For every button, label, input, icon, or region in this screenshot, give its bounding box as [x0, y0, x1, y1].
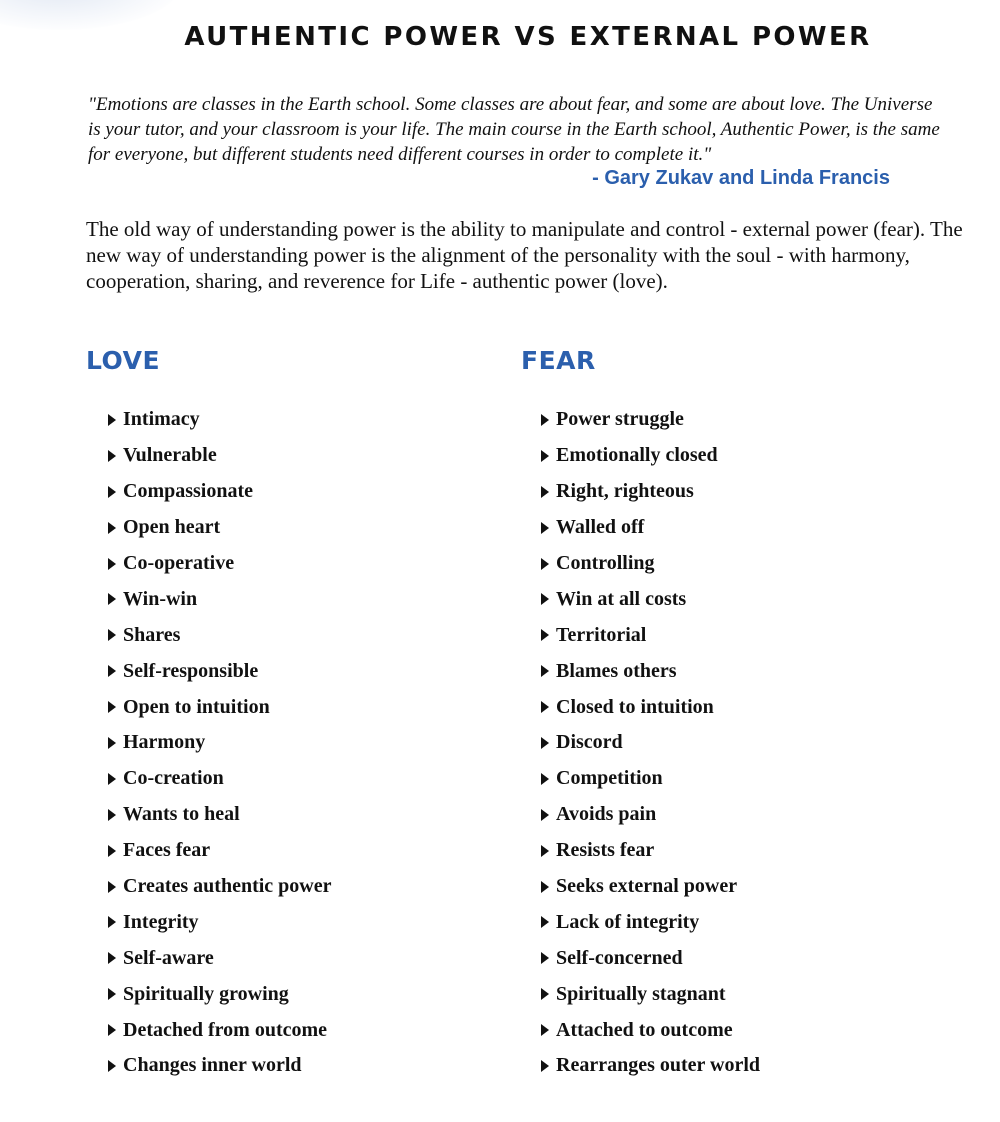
triangle-right-icon: [108, 486, 116, 498]
fear-list-item: [541, 1012, 760, 1048]
fear-item-label: Controlling: [556, 552, 655, 574]
triangle-right-icon: [108, 773, 116, 785]
triangle-right-icon: [541, 952, 549, 964]
triangle-right-icon: [108, 952, 116, 964]
fear-item-label: Spiritually stagnant: [556, 982, 726, 1005]
love-list-item: [108, 474, 331, 510]
love-list-item: [108, 869, 331, 905]
triangle-right-icon: [108, 629, 116, 641]
triangle-right-icon: [108, 593, 116, 605]
love-item-label: Vulnerable: [123, 444, 217, 467]
triangle-right-icon: [541, 522, 549, 534]
triangle-right-icon: [541, 809, 549, 821]
love-list-item: [108, 617, 331, 653]
triangle-right-icon: [541, 629, 549, 641]
love-item-label: Integrity: [123, 910, 199, 933]
fear-item-label: Closed to intuition: [556, 695, 714, 718]
fear-list-item: [541, 904, 760, 940]
triangle-right-icon: [108, 1060, 116, 1072]
fear-item-label: Lack of integrity: [556, 910, 700, 933]
love-list-item: [108, 689, 331, 725]
triangle-right-icon: [108, 665, 116, 677]
fear-list-item: [541, 725, 760, 761]
love-item-label: Changes inner world: [123, 1054, 302, 1077]
fear-list-item: [541, 402, 760, 438]
fear-list-item: [541, 1048, 760, 1084]
triangle-right-icon: [108, 450, 116, 462]
fear-list-item: [541, 546, 760, 582]
triangle-right-icon: [541, 665, 549, 677]
love-heading: LOVE: [86, 346, 161, 375]
fear-heading: FEAR: [521, 346, 596, 375]
love-item-label: Spiritually growing: [123, 982, 289, 1005]
quote-text: "Emotions are classes in the Earth school. Some classes are about fear, and some are about love. The Universe is your tutor, and your classroom is your life. The main course in the Earth school, Authentic Power, is the same for everyone, but different students need different courses in order to complete it.": [88, 94, 940, 165]
fear-list-item: [541, 474, 760, 510]
triangle-right-icon: [108, 988, 116, 1000]
love-item-label: Open to intuition: [123, 695, 270, 718]
triangle-right-icon: [108, 881, 116, 893]
love-list-item: [108, 653, 331, 689]
fear-item-label: Blames others: [556, 659, 677, 682]
triangle-right-icon: [541, 414, 549, 426]
fear-list-item: [541, 869, 760, 905]
love-list-item: [108, 438, 331, 474]
triangle-right-icon: [541, 450, 549, 462]
love-list-item: [108, 976, 331, 1012]
love-item-label: Self-aware: [123, 946, 214, 969]
triangle-right-icon: [541, 773, 549, 785]
fear-item-label: Discord: [556, 731, 623, 754]
triangle-right-icon: [108, 558, 116, 570]
fear-item-label: Self-concerned: [556, 946, 683, 969]
fear-item-label: Walled off: [556, 516, 645, 539]
fear-item-label: Attached to outcome: [556, 1018, 733, 1041]
triangle-right-icon: [108, 916, 116, 928]
triangle-right-icon: [108, 845, 116, 857]
love-item-label: Compassionate: [123, 480, 254, 503]
fear-item-label: Resists fear: [556, 839, 655, 862]
fear-list-item: [541, 438, 760, 474]
triangle-right-icon: [541, 1024, 549, 1036]
fear-list-item: [541, 797, 760, 833]
love-item-label: Detached from outcome: [123, 1018, 328, 1041]
fear-list-item: [541, 581, 760, 617]
quote-attribution: - Gary Zukav and Linda Francis: [592, 167, 890, 189]
love-item-label: Win-win: [123, 587, 198, 610]
fear-list: [541, 402, 760, 1084]
love-list-item: [108, 761, 331, 797]
page-title: AUTHENTIC POWER VS EXTERNAL POWER: [184, 22, 872, 52]
love-list-item: [108, 904, 331, 940]
triangle-right-icon: [541, 701, 549, 713]
love-list-item: [108, 797, 331, 833]
fear-list-item: [541, 761, 760, 797]
love-list-item: [108, 1012, 331, 1048]
love-list-item: [108, 402, 331, 438]
fear-item-label: Emotionally closed: [556, 444, 718, 467]
love-item-label: Self-responsible: [123, 659, 259, 682]
fear-item-label: Power struggle: [556, 408, 684, 431]
triangle-right-icon: [108, 701, 116, 713]
triangle-right-icon: [541, 593, 549, 605]
fear-list-item: [541, 617, 760, 653]
fear-list-item: [541, 940, 760, 976]
love-item-label: Shares: [123, 623, 181, 646]
triangle-right-icon: [541, 881, 549, 893]
triangle-right-icon: [541, 988, 549, 1000]
fear-item-label: Territorial: [556, 623, 647, 646]
fear-item-label: Competition: [556, 767, 663, 790]
love-item-label: Intimacy: [123, 408, 200, 431]
triangle-right-icon: [108, 809, 116, 821]
love-item-label: Wants to heal: [123, 803, 240, 826]
love-item-label: Co-operative: [123, 552, 235, 574]
fear-item-label: Rearranges outer world: [556, 1054, 761, 1077]
triangle-right-icon: [541, 916, 549, 928]
fear-item-label: Avoids pain: [556, 803, 657, 826]
fear-list-item: [541, 689, 760, 725]
triangle-right-icon: [541, 737, 549, 749]
fear-list-item: [541, 833, 760, 869]
love-list-item: [108, 940, 331, 976]
love-list: [108, 402, 331, 1084]
fear-list-item: [541, 653, 760, 689]
fear-list-item: [541, 510, 760, 546]
intro-paragraph: The old way of understanding power is the ability to manipulate and control - external power (fear). The new way of understanding power is the alignment of the personality with the soul - with harmony, cooperation, sharing, and reverence for Life - authentic power (love).: [86, 217, 963, 293]
love-item-label: Harmony: [123, 731, 206, 754]
triangle-right-icon: [108, 1024, 116, 1036]
love-list-item: [108, 1048, 331, 1084]
triangle-right-icon: [541, 558, 549, 570]
triangle-right-icon: [541, 486, 549, 498]
love-item-label: Creates authentic power: [123, 875, 332, 898]
fear-item-label: Seeks external power: [556, 875, 738, 898]
love-list-item: [108, 581, 331, 617]
love-list-item: [108, 546, 331, 582]
triangle-right-icon: [108, 522, 116, 534]
love-list-item: [108, 510, 331, 546]
love-list-item: [108, 725, 331, 761]
fear-item-label: Win at all costs: [556, 587, 687, 610]
triangle-right-icon: [541, 845, 549, 857]
love-item-label: Faces fear: [123, 839, 211, 862]
fear-list-item: [541, 976, 760, 1012]
love-item-label: Open heart: [123, 516, 221, 539]
triangle-right-icon: [108, 414, 116, 426]
love-list-item: [108, 833, 331, 869]
triangle-right-icon: [108, 737, 116, 749]
triangle-right-icon: [541, 1060, 549, 1072]
love-item-label: Co-creation: [123, 767, 224, 790]
fear-item-label: Right, righteous: [556, 480, 694, 503]
